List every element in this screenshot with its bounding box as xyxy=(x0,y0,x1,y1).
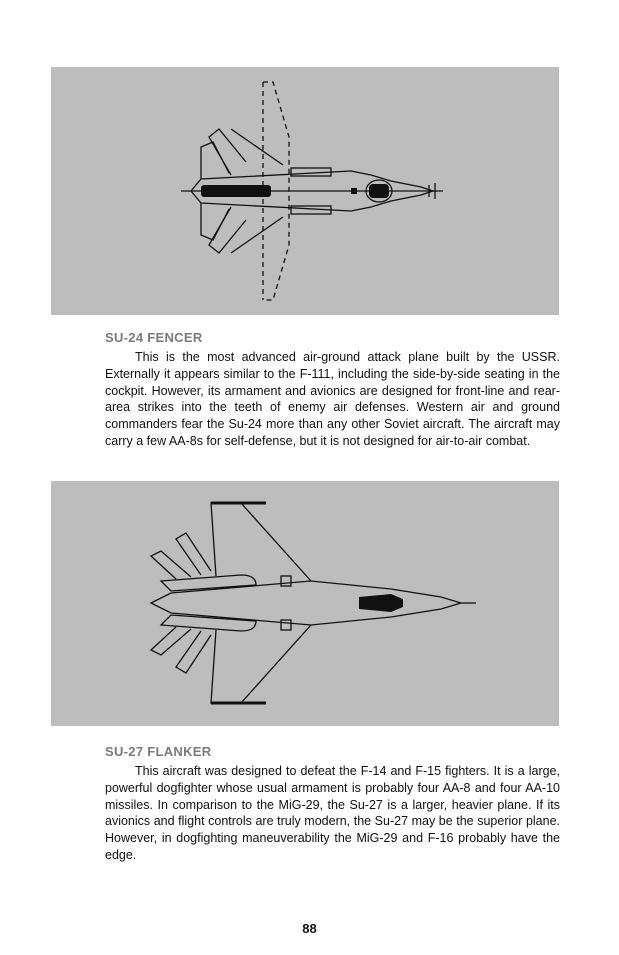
su27-heading: SU-27 FLANKER xyxy=(105,744,212,759)
su24-fencer-illustration xyxy=(51,67,559,315)
su27-description: This aircraft was designed to defeat the F-14 and F-15 fighters. It is a large, powerful dogfighter whose usual armament is probably four AA-8 and four AA-10 missiles. In comparison to the MiG-29, the Su-27 is a larger, heavier plane. If its avionics and flight controls are truly modern, the Su-27 may be the superior plane. However, in dogfighting maneuverability the MiG-29 and F-16 probably have the edge. xyxy=(105,764,560,862)
su27-flanker-illustration xyxy=(51,481,559,726)
page-number: 88 xyxy=(302,921,317,936)
su27-flanker-drawing xyxy=(51,481,559,726)
su24-description: This is the most advanced air-ground attack plane built by the USSR. Externally it appears similar to the F-111, including the side-by-side seating in the cockpit. However, its armament and avionics are designed for front-line and rear-area strikes into the teeth of enemy air defenses. Western air and ground commanders fear the Su-24 more than any other Soviet aircraft. The aircraft may carry a few AA-8s for self-defense, but it is not designed for air-to-air combat. xyxy=(105,350,560,448)
su24-fencer-drawing xyxy=(51,67,559,315)
su24-heading: SU-24 FENCER xyxy=(105,330,203,345)
